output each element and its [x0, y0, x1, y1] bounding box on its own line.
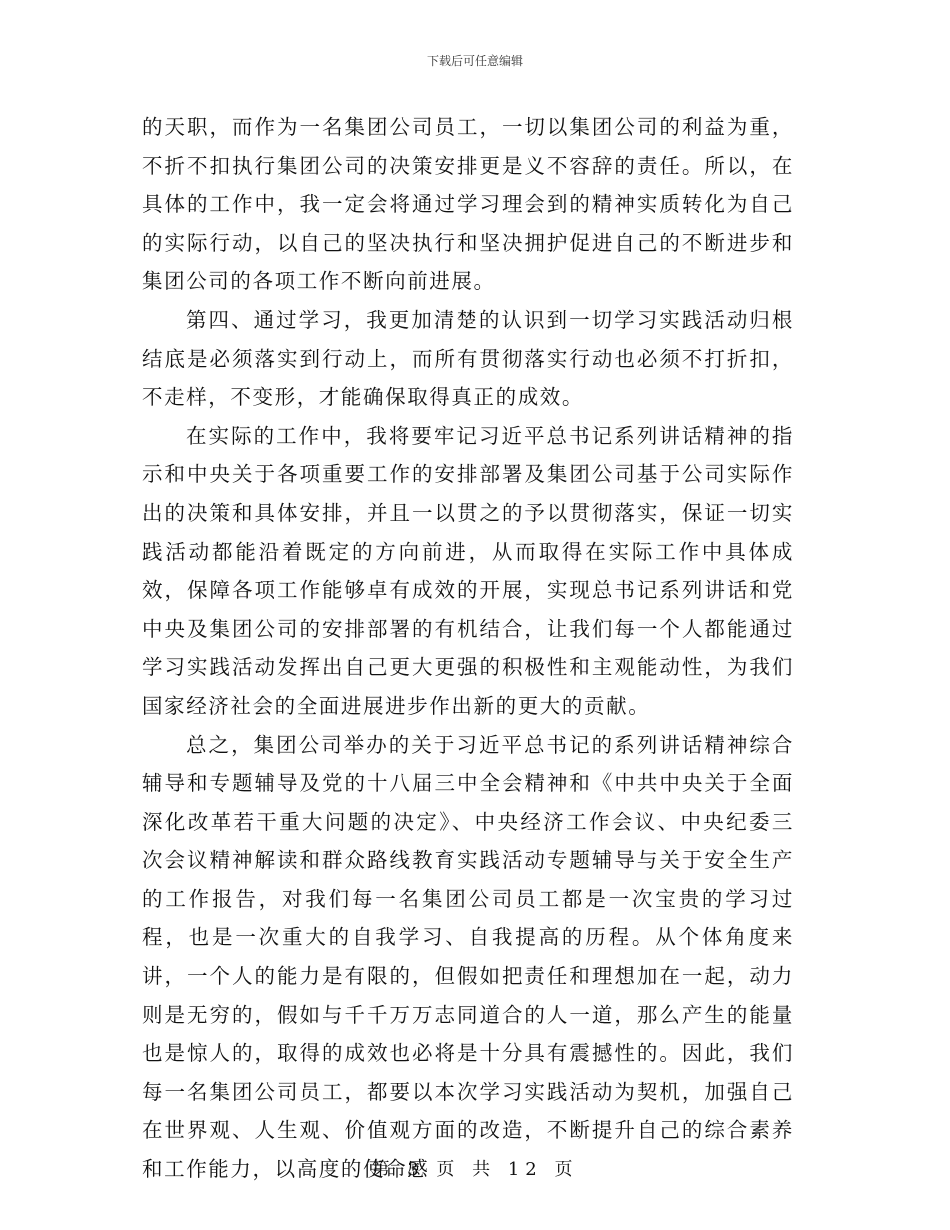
paragraph-practical-work: 在实际的工作中，我将要牢记习近平总书记系列讲话精神的指示和中央关于各项重要工作的安排部署及集团公司基于公司实际作出的决策和具体安排，并且一以贯之的予以贯彻落实，保证一切实践活动都能沿着既定的方向前进，从而取得在实际工作中具体成效，保障各项工作能够卓有成效的开展，实现总书记系列讲话和党中央及集团公司的安排部署的有机结合，让我们每一个人都能通过学习实践活动发挥出自己更大更强的积极性和主观能动性，为我们国家经济社会的全面进展进步作出新的更大的贡献。: [142, 423, 794, 718]
paragraph-conclusion: 总之，集团公司举办的关于习近平总书记的系列讲话精神综合辅导和专题辅导及党的十八届三中全会精神和《中共中央关于全面深化改革若干重大问题的决定》、中央经济工作会议、中央纪委三次会议精神解读和群众路线教育实践活动专题辅导与关于安全生产的工作报告，对我们每一名集团公司员工都是一次宝贵的学习过程，也是一次重大的自我学习、自我提高的历程。从个体角度来讲，一个人的能力是有限的，但假如把责任和理想加在一起，动力则是无穷的，假如与千千万万志同道合的人一道，那么产生的能量也是惊人的，取得的成效也必将是十分具有震撼性的。因此，我们每一名集团公司员工，都要以本次学习实践活动为契机，加强自己在世界观、人生观、价值观方面的改造，不断提升自己的综合素养和工作能力，以高度的使命感: [142, 732, 794, 1182]
page-header: 下载后可任意编辑: [426, 54, 523, 68]
paragraph-continuation: 的天职，而作为一名集团公司员工，一切以集团公司的利益为重，不折不扣执行集团公司的决策安排更是义不容辞的责任。所以，在具体的工作中，我一定会将通过学习理会到的精神实质转化为自己的实际行动，以自己的坚决执行和坚决拥护促进自己的不断进步和集团公司的各项工作不断向前进展。: [142, 115, 794, 294]
page-number-footer: 第 3 页 共 12 页: [371, 1159, 579, 1180]
document-body: [142, 108, 794, 1189]
paragraph-point-four: 第四、通过学习，我更加清楚的认识到一切学习实践活动归根结底是必须落实到行动上，而所有贯彻落实行动也必须不打折扣，不走样，不变形，才能确保取得真正的成效。: [142, 307, 794, 410]
